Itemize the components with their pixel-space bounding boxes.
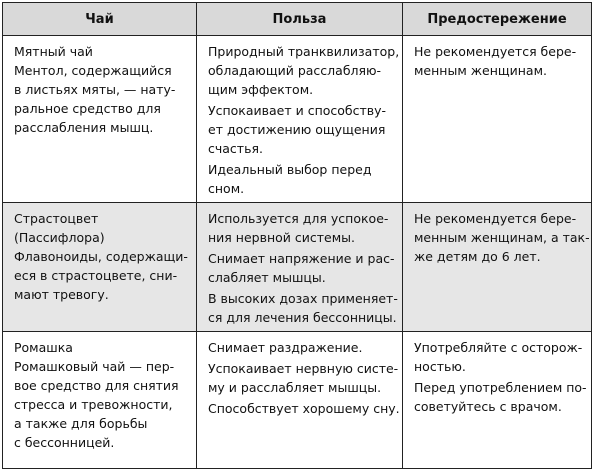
- benefit-line: Снимает напряжение и рас-: [208, 251, 395, 266]
- tea-name: Мятный чай: [14, 44, 93, 59]
- benefit-line: Используется для успокое-: [208, 211, 389, 226]
- benefit-line: Идеальный выбор перед: [208, 162, 372, 177]
- cell-warning-chamomile: [403, 332, 592, 469]
- tea-description-line: с бессонницей.: [14, 435, 115, 450]
- benefit-line: ет достижению ощущения: [208, 122, 386, 137]
- benefit-line: Природный транквилизатор,: [208, 44, 400, 59]
- benefit-line: Успокаивает и способству-: [208, 103, 387, 118]
- warning-line: менным женщинам.: [414, 63, 547, 78]
- cell-warning-mint: [403, 36, 592, 203]
- cell-tea-mint: [3, 36, 197, 203]
- warning-line: менным женщинам, а так-: [414, 230, 590, 245]
- benefit-line: ся для лечения бессонницы.: [208, 310, 397, 325]
- cell-benefit-passionflower: [197, 203, 403, 332]
- tea-description-line: Ментол, содержащийся: [14, 63, 172, 78]
- benefit-line: Снимает раздражение.: [208, 340, 363, 355]
- warning-line: Не рекомендуется бере-: [414, 44, 577, 59]
- benefit-line: сном.: [208, 181, 245, 196]
- cell-warning-passionflower: [403, 203, 592, 332]
- cell-tea-passionflower: [3, 203, 197, 332]
- benefit-line: щим эффектом.: [208, 82, 314, 97]
- cell-benefit-mint: [197, 36, 403, 203]
- tea-description-line: расслабления мышц.: [14, 120, 154, 135]
- warning-line: же детям до 6 лет.: [414, 249, 541, 264]
- tea-description-line: Ромашковый чай — пер-: [14, 359, 175, 374]
- warning-line: Перед употреблением по-: [414, 380, 587, 395]
- tea-name-alt: (Пассифлора): [14, 230, 105, 245]
- warning-line: Не рекомендуется бере-: [414, 211, 577, 226]
- table-header-row: [3, 3, 592, 36]
- tea-name: Ромашка: [14, 340, 73, 355]
- benefit-line: ния нервной системы.: [208, 230, 355, 245]
- table-row-chamomile: [3, 332, 592, 469]
- benefit-line: Успокаивает нервную систе-: [208, 361, 399, 376]
- header-tea: Чай: [3, 3, 197, 36]
- tea-description-line: в листьях мяты, — нату-: [14, 82, 176, 97]
- tea-description-line: а также для борьбы: [14, 416, 148, 431]
- benefit-line: Способствует хорошему сну.: [208, 401, 400, 416]
- tea-name: Страстоцвет: [14, 211, 99, 226]
- warning-line: Употребляйте с осторож-: [414, 340, 583, 355]
- benefit-line: В высоких дозах применяет-: [208, 291, 398, 306]
- tea-description-line: Флавоноиды, содержащи-: [14, 249, 188, 264]
- header-benefit: Польза: [197, 3, 403, 36]
- table-row-passionflower: [3, 203, 592, 332]
- tea-description-line: вое средство для снятия: [14, 378, 179, 393]
- tea-comparison-table: [2, 2, 592, 469]
- tea-description-line: еся в страстоцвете, сни-: [14, 268, 178, 283]
- tea-description-line: ральное средство для: [14, 101, 161, 116]
- cell-tea-chamomile: [3, 332, 197, 469]
- tea-description-line: мают тревогу.: [14, 287, 109, 302]
- cell-benefit-chamomile: [197, 332, 403, 469]
- warning-line: ностью.: [414, 359, 466, 374]
- table-row-mint: [3, 36, 592, 203]
- benefit-line: обладающий расслабляю-: [208, 63, 382, 78]
- benefit-line: слабляет мышцы.: [208, 270, 326, 285]
- benefit-line: счастья.: [208, 141, 263, 156]
- header-warning: Предостережение: [403, 3, 592, 36]
- tea-description-line: стресса и тревожности,: [14, 397, 173, 412]
- benefit-line: му и расслабляет мышцы.: [208, 380, 382, 395]
- warning-line: советуйтесь с врачом.: [414, 399, 562, 414]
